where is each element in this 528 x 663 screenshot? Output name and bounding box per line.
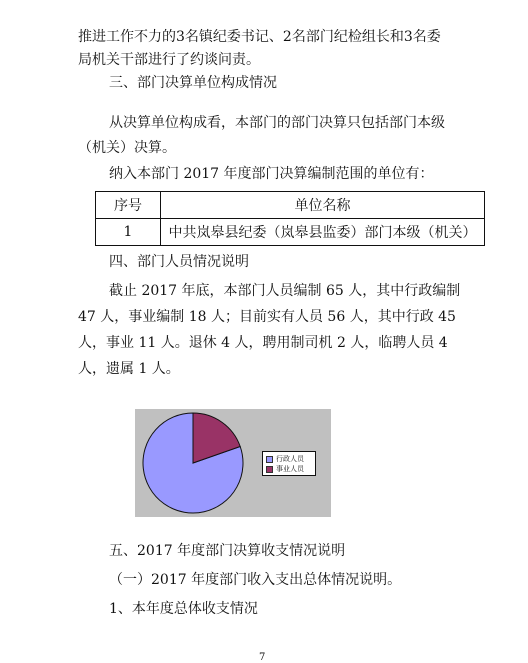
table-header-cell: 单位名称: [161, 192, 485, 219]
legend-item: [266, 464, 312, 474]
paragraph-line: 从决算单位构成看，本部门的部门决算只包括部门本级: [109, 115, 445, 131]
legend-swatch: [266, 456, 273, 463]
chart-legend: [262, 451, 316, 476]
paragraph-line: （机关）决算。: [78, 140, 176, 156]
table-row: [96, 219, 485, 246]
table-cell: 中共岚皋县纪委（岚皋县监委）部门本级（机关）: [161, 219, 485, 246]
unit-table: [95, 191, 485, 246]
paragraph-line: 推进工作不力的3名镇纪委书记、2名部门纪检组长和3名委: [78, 29, 441, 45]
paragraph-line: 47 人，事业编制 18 人；目前实有人员 56 人，其中行政 45: [78, 309, 456, 325]
pie-chart-area: [135, 409, 331, 517]
paragraph-line: 纳入本部门 2017 年度部门决算编制范围的单位有：: [109, 166, 434, 182]
table-header-cell: 序号: [96, 192, 161, 219]
paragraph-line: 人，遗属 1 人。: [78, 361, 180, 377]
legend-item: [266, 454, 312, 464]
section-subheading: 1、本年度总体收支情况: [109, 601, 258, 617]
section-heading: 四、部门人员情况说明: [109, 254, 249, 270]
page-number: 7: [259, 652, 266, 663]
table-cell: 1: [96, 219, 161, 246]
section-subheading: （一）2017 年度部门收入支出总体情况说明。: [109, 572, 402, 588]
paragraph-line: 局机关干部进行了约谈问责。: [78, 52, 260, 68]
section-heading: 五、2017 年度部门决算收支情况说明: [109, 543, 346, 559]
section-heading: 三、部门决算单位构成情况: [109, 75, 277, 91]
legend-swatch: [266, 466, 273, 473]
legend-label: 行政人员: [276, 455, 304, 463]
paragraph-line: 人，事业 11 人。退休 4 人，聘用制司机 2 人，临聘人员 4: [78, 335, 448, 351]
legend-label: 事业人员: [276, 465, 304, 473]
paragraph-line: 截止 2017 年底，本部门人员编制 65 人，其中行政编制: [109, 283, 461, 299]
table-header-row: [96, 192, 485, 219]
